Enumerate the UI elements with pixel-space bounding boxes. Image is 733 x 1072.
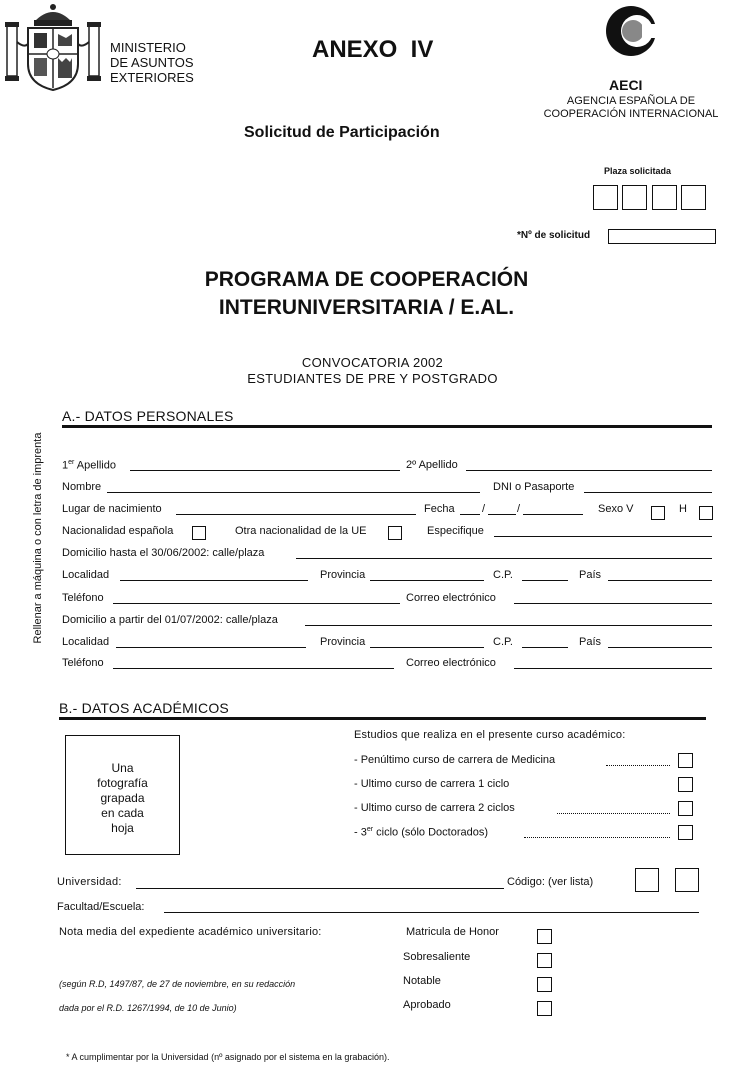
program-title-line-2: INTERUNIVERSITARIA / E.AL. bbox=[218, 296, 515, 319]
tercer-ciclo-pre: - 3 bbox=[354, 826, 367, 839]
field-domicilio-1[interactable] bbox=[296, 558, 712, 559]
section-b-title: B.- DATOS ACADÉMICOS bbox=[59, 700, 229, 716]
field-pais-1[interactable] bbox=[608, 580, 712, 581]
label-otra-nacionalidad: Otra nacionalidad de la UE bbox=[235, 525, 367, 537]
apellido-1-num: 1 bbox=[62, 459, 69, 472]
label-apellido-1 bbox=[62, 459, 116, 472]
section-a-title: A.- DATOS PERSONALES bbox=[62, 408, 234, 424]
aeci-acronym: AECI bbox=[609, 77, 643, 93]
checkbox-penultimo[interactable] bbox=[678, 753, 693, 768]
label-apellido-2: 2º Apellido bbox=[406, 459, 458, 471]
option-tercer-ciclo-label bbox=[354, 826, 488, 839]
checkbox-matricula[interactable] bbox=[537, 929, 552, 944]
field-localidad-2[interactable] bbox=[116, 647, 306, 648]
checkbox-nacionalidad-espanola[interactable] bbox=[192, 526, 206, 540]
label-nota-media: Nota media del expediente académico universitario: bbox=[59, 926, 322, 938]
label-sexo: Sexo V bbox=[598, 503, 634, 515]
field-cp-2[interactable] bbox=[522, 647, 568, 648]
apellido-1-rest: Apellido bbox=[74, 459, 116, 472]
plaza-box-2[interactable] bbox=[622, 185, 647, 210]
program-title-line-1: PROGRAMA DE COOPERACIÓN bbox=[204, 268, 529, 291]
photo-line-3: grapada bbox=[100, 791, 145, 805]
label-codigo: Código: (ver lista) bbox=[507, 876, 594, 888]
tercer-ciclo-sup: er bbox=[366, 826, 374, 833]
label-domicilio-2: Domicilio a partir del 01/07/2002: calle/plaza bbox=[62, 614, 278, 626]
field-telefono-1[interactable] bbox=[113, 603, 400, 604]
aeci-full-name bbox=[528, 95, 733, 121]
request-number-label: *Nº de solicitud bbox=[517, 230, 591, 241]
coat-of-arms-icon bbox=[4, 2, 102, 94]
photo-placeholder bbox=[65, 735, 180, 855]
aeci-logo bbox=[604, 4, 658, 58]
aeci-line-1: AGENCIA ESPAÑOLA DE bbox=[566, 95, 696, 107]
label-nacionalidad-espanola: Nacionalidad española bbox=[62, 525, 174, 537]
label-universidad: Universidad: bbox=[57, 876, 122, 888]
checkbox-aprobado[interactable] bbox=[537, 1001, 552, 1016]
label-localidad-1: Localidad bbox=[62, 569, 110, 581]
field-universidad[interactable] bbox=[136, 888, 504, 889]
label-correo-2: Correo electrónico bbox=[406, 657, 496, 669]
label-telefono-2: Teléfono bbox=[62, 657, 104, 669]
label-cp-1: C.P. bbox=[493, 569, 513, 581]
label-cp-2: C.P. bbox=[493, 636, 513, 648]
label-fecha: Fecha bbox=[424, 503, 455, 515]
footnote: * A cumplimentar por la Universidad (nº asignado por el sistema en la grabación). bbox=[66, 1052, 390, 1062]
label-especifique: Especifique bbox=[427, 525, 484, 537]
label-facultad: Facultad/Escuela: bbox=[57, 901, 145, 913]
codigo-box-2[interactable] bbox=[675, 868, 699, 892]
annex-title: ANEXO IV bbox=[312, 36, 434, 63]
photo-line-1: Una bbox=[111, 761, 134, 775]
field-provincia-2[interactable] bbox=[370, 647, 484, 648]
checkbox-ultimo-2[interactable] bbox=[678, 801, 693, 816]
photo-text bbox=[66, 761, 179, 836]
studies-label: Estudios que realiza en el presente curso académico: bbox=[354, 729, 626, 741]
label-pais-1: País bbox=[579, 569, 602, 581]
field-facultad[interactable] bbox=[164, 912, 699, 913]
field-localidad-1[interactable] bbox=[120, 580, 308, 581]
checkbox-sexo-v[interactable] bbox=[651, 506, 665, 520]
photo-line-4: en cada bbox=[101, 806, 144, 820]
grade-aprobado-label: Aprobado bbox=[403, 999, 451, 1011]
field-fecha-anio[interactable] bbox=[523, 514, 583, 515]
checkbox-sexo-h[interactable] bbox=[699, 506, 713, 520]
section-b-rule bbox=[59, 717, 706, 720]
section-a-rule bbox=[62, 425, 712, 428]
option-tercer-ciclo-dots bbox=[524, 837, 670, 838]
field-correo-2[interactable] bbox=[514, 668, 712, 669]
field-dni[interactable] bbox=[584, 492, 712, 493]
rd-note-line-1: (según R.D, 1497/87, de 27 de noviembre, en su redacción bbox=[59, 979, 296, 989]
side-note-anchor bbox=[32, 432, 44, 644]
aeci-line-2: COOPERACIÓN INTERNACIONAL bbox=[543, 108, 719, 120]
field-provincia-1[interactable] bbox=[370, 580, 484, 581]
option-ultimo-2-label: - Ultimo curso de carrera 2 ciclos bbox=[354, 802, 515, 814]
request-number-field[interactable] bbox=[608, 229, 716, 244]
convocatoria bbox=[0, 355, 733, 387]
fecha-slash-1: / bbox=[482, 503, 486, 515]
codigo-box-1[interactable] bbox=[635, 868, 659, 892]
grade-sobresaliente-label: Sobresaliente bbox=[403, 951, 471, 963]
ministry-line-2: DE ASUNTOS bbox=[110, 55, 194, 70]
tercer-ciclo-post: ciclo (sólo Doctorados) bbox=[373, 826, 489, 839]
convocatoria-line-1: CONVOCATORIA 2002 bbox=[301, 355, 444, 370]
field-lugar[interactable] bbox=[176, 514, 416, 515]
option-ultimo-1-label: - Ultimo curso de carrera 1 ciclo bbox=[354, 778, 510, 790]
label-correo-1: Correo electrónico bbox=[406, 592, 496, 604]
plaza-box-3[interactable] bbox=[652, 185, 677, 210]
ministry-name bbox=[110, 40, 194, 85]
field-apellido-2[interactable] bbox=[466, 470, 712, 471]
grade-matricula-label: Matricula de Honor bbox=[406, 926, 499, 938]
field-nombre[interactable] bbox=[107, 492, 480, 493]
label-localidad-2: Localidad bbox=[62, 636, 110, 648]
label-sexo-h: H bbox=[679, 503, 687, 515]
field-especifique[interactable] bbox=[494, 536, 712, 537]
photo-line-5: hoja bbox=[111, 821, 134, 835]
label-nombre: Nombre bbox=[62, 481, 102, 493]
grade-notable-label: Notable bbox=[403, 975, 441, 987]
field-pais-2[interactable] bbox=[608, 647, 712, 648]
plaza-box-4[interactable] bbox=[681, 185, 706, 210]
label-provincia-1: Provincia bbox=[320, 569, 366, 581]
label-dni: DNI o Pasaporte bbox=[493, 481, 575, 493]
coat-of-arms-logo bbox=[4, 2, 102, 94]
checkbox-ultimo-1[interactable] bbox=[678, 777, 693, 792]
field-telefono-2[interactable] bbox=[113, 668, 394, 669]
aeci-c-icon bbox=[604, 4, 658, 58]
label-lugar: Lugar de nacimiento bbox=[62, 503, 162, 515]
photo-line-2: fotografía bbox=[97, 776, 148, 790]
field-apellido-1[interactable] bbox=[130, 470, 400, 471]
rd-note-line-2: dada por el R.D. 1267/1994, de 10 de Junio) bbox=[59, 1003, 237, 1013]
ministry-line-1: MINISTERIO bbox=[110, 40, 186, 55]
request-title: Solicitud de Participación bbox=[244, 124, 440, 141]
field-correo-1[interactable] bbox=[514, 603, 712, 604]
apellido-1-sup: er bbox=[68, 459, 75, 466]
option-ultimo-2-dots bbox=[557, 813, 670, 814]
plaza-label: Plaza solicitada bbox=[604, 166, 672, 176]
field-domicilio-2[interactable] bbox=[305, 625, 712, 626]
field-fecha-dia[interactable] bbox=[460, 514, 480, 515]
checkbox-sobresaliente[interactable] bbox=[537, 953, 552, 968]
checkbox-notable[interactable] bbox=[537, 977, 552, 992]
option-penultimo-dots bbox=[606, 765, 670, 766]
checkbox-otra-nacionalidad[interactable] bbox=[388, 526, 402, 540]
field-fecha-mes[interactable] bbox=[488, 514, 516, 515]
label-domicilio-1: Domicilio hasta el 30/06/2002: calle/plaza bbox=[62, 547, 265, 559]
label-pais-2: País bbox=[579, 636, 602, 648]
side-note: Rellenar a máquina o con letra de imprenta bbox=[32, 432, 44, 644]
ministry-line-3: EXTERIORES bbox=[110, 70, 194, 85]
label-telefono-1: Teléfono bbox=[62, 592, 104, 604]
checkbox-tercer-ciclo[interactable] bbox=[678, 825, 693, 840]
field-cp-1[interactable] bbox=[522, 580, 568, 581]
label-provincia-2: Provincia bbox=[320, 636, 366, 648]
option-penultimo-label: - Penúltimo curso de carrera de Medicina bbox=[354, 754, 556, 766]
program-title bbox=[0, 266, 733, 322]
convocatoria-line-2: ESTUDIANTES DE PRE Y POSTGRADO bbox=[247, 371, 498, 386]
plaza-box-1[interactable] bbox=[593, 185, 618, 210]
fecha-slash-2: / bbox=[517, 503, 521, 515]
